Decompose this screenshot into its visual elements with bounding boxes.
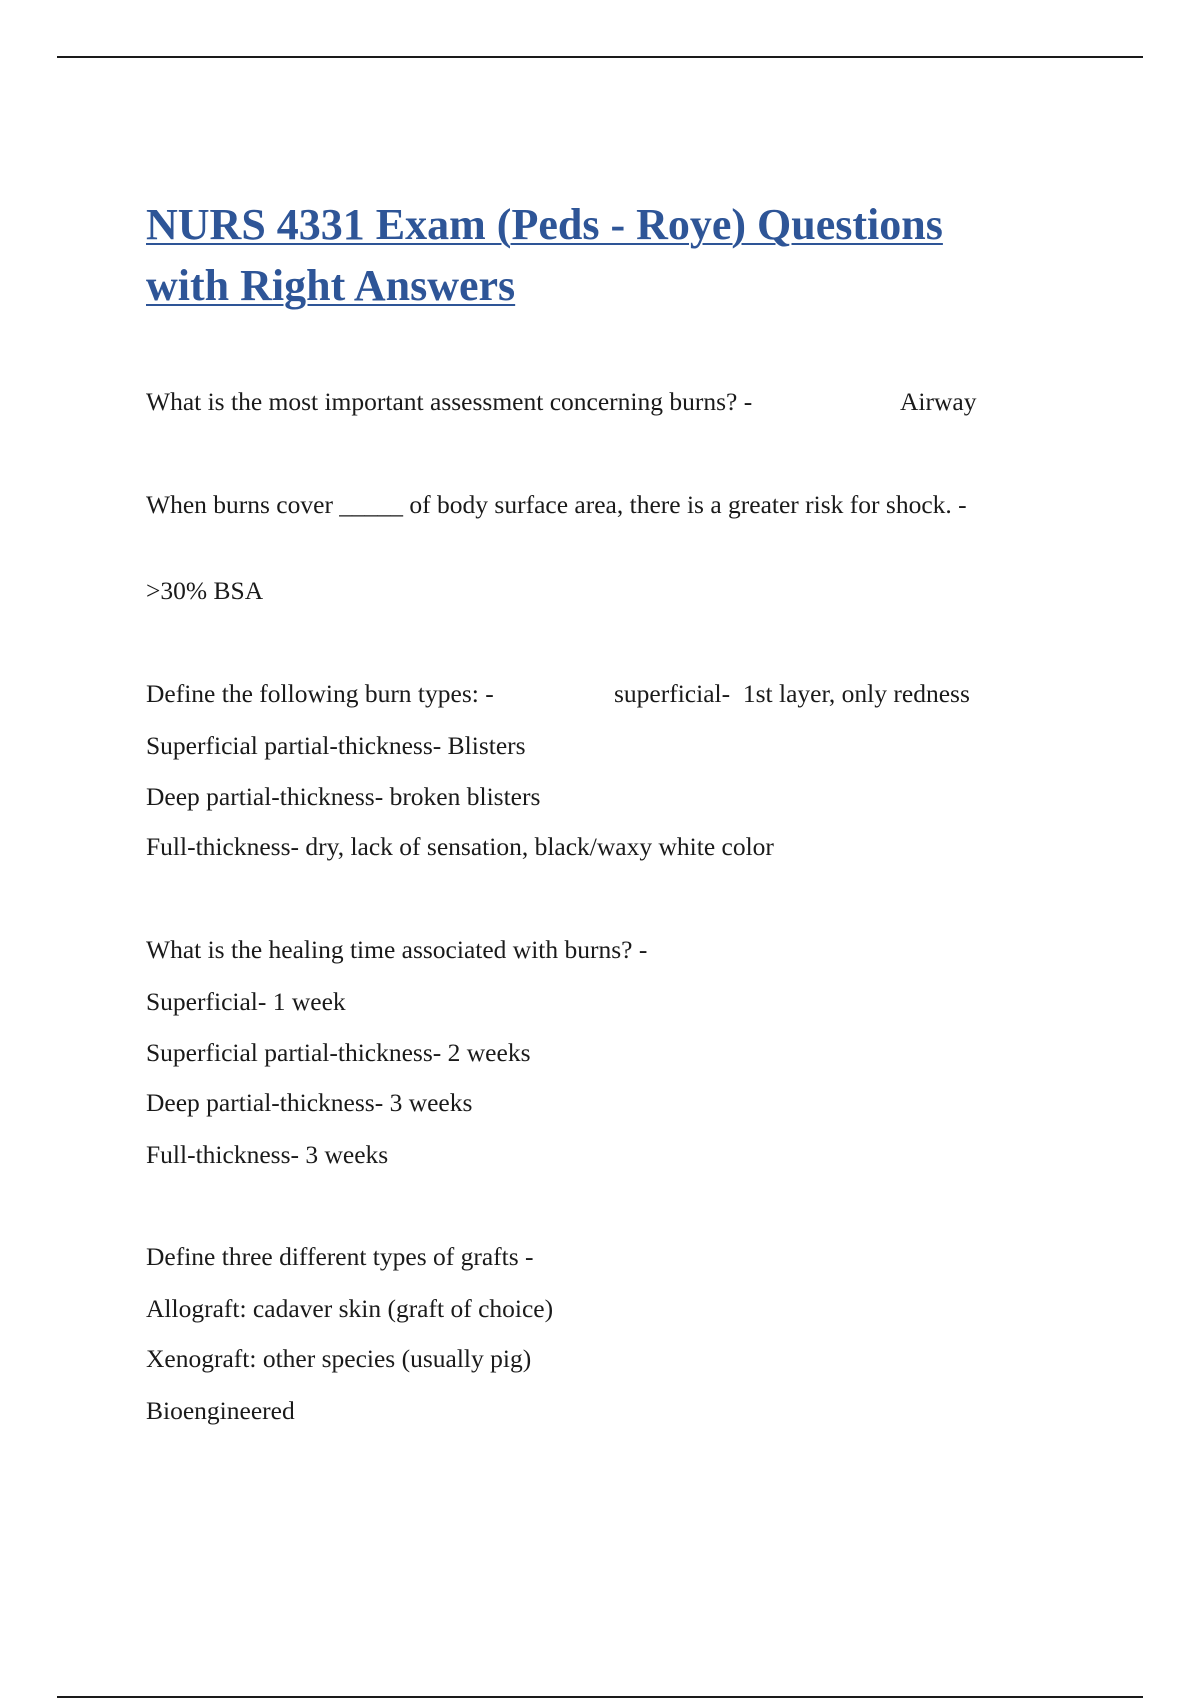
title-line-1: NURS 4331 Exam (Peds - Roye) Questions <box>146 200 943 249</box>
question-4: What is the healing time associated with burns? - <box>146 935 648 964</box>
answer-2: >30% BSA <box>146 576 264 605</box>
answer-3-line: Full-thickness- dry, lack of sensation, black/waxy white color <box>146 832 774 861</box>
header-rule <box>57 56 1143 58</box>
question-1-text: What is the most important assessment concerning burns? - <box>146 387 753 416</box>
question-2: When burns cover _____ of body surface area, there is a greater risk for shock. - <box>146 490 967 519</box>
answer-1: Airway <box>900 387 977 416</box>
answer-4-line: Full-thickness- 3 weeks <box>146 1140 389 1169</box>
question-3-text: Define the following burn types: - <box>146 679 494 708</box>
document-title <box>146 194 1086 316</box>
answer-5-line: Xenograft: other species (usually pig) <box>146 1344 532 1373</box>
answer-4-line: Deep partial-thickness- 3 weeks <box>146 1088 473 1117</box>
answer-3-first-line: superficial- 1st layer, only redness <box>614 679 970 708</box>
question-5: Define three different types of grafts - <box>146 1242 534 1271</box>
answer-3-line: Superficial partial-thickness- Blisters <box>146 731 526 760</box>
question-3 <box>146 679 970 709</box>
question-1 <box>146 387 977 417</box>
footer-rule <box>57 1696 1143 1698</box>
answer-3-line: Deep partial-thickness- broken blisters <box>146 782 541 811</box>
answer-4-line: Superficial- 1 week <box>146 987 346 1016</box>
title-line-2: with Right Answers <box>146 261 516 310</box>
answer-4-line: Superficial partial-thickness- 2 weeks <box>146 1038 531 1067</box>
answer-5-line: Bioengineered <box>146 1396 295 1425</box>
answer-5-line: Allograft: cadaver skin (graft of choice) <box>146 1294 554 1323</box>
